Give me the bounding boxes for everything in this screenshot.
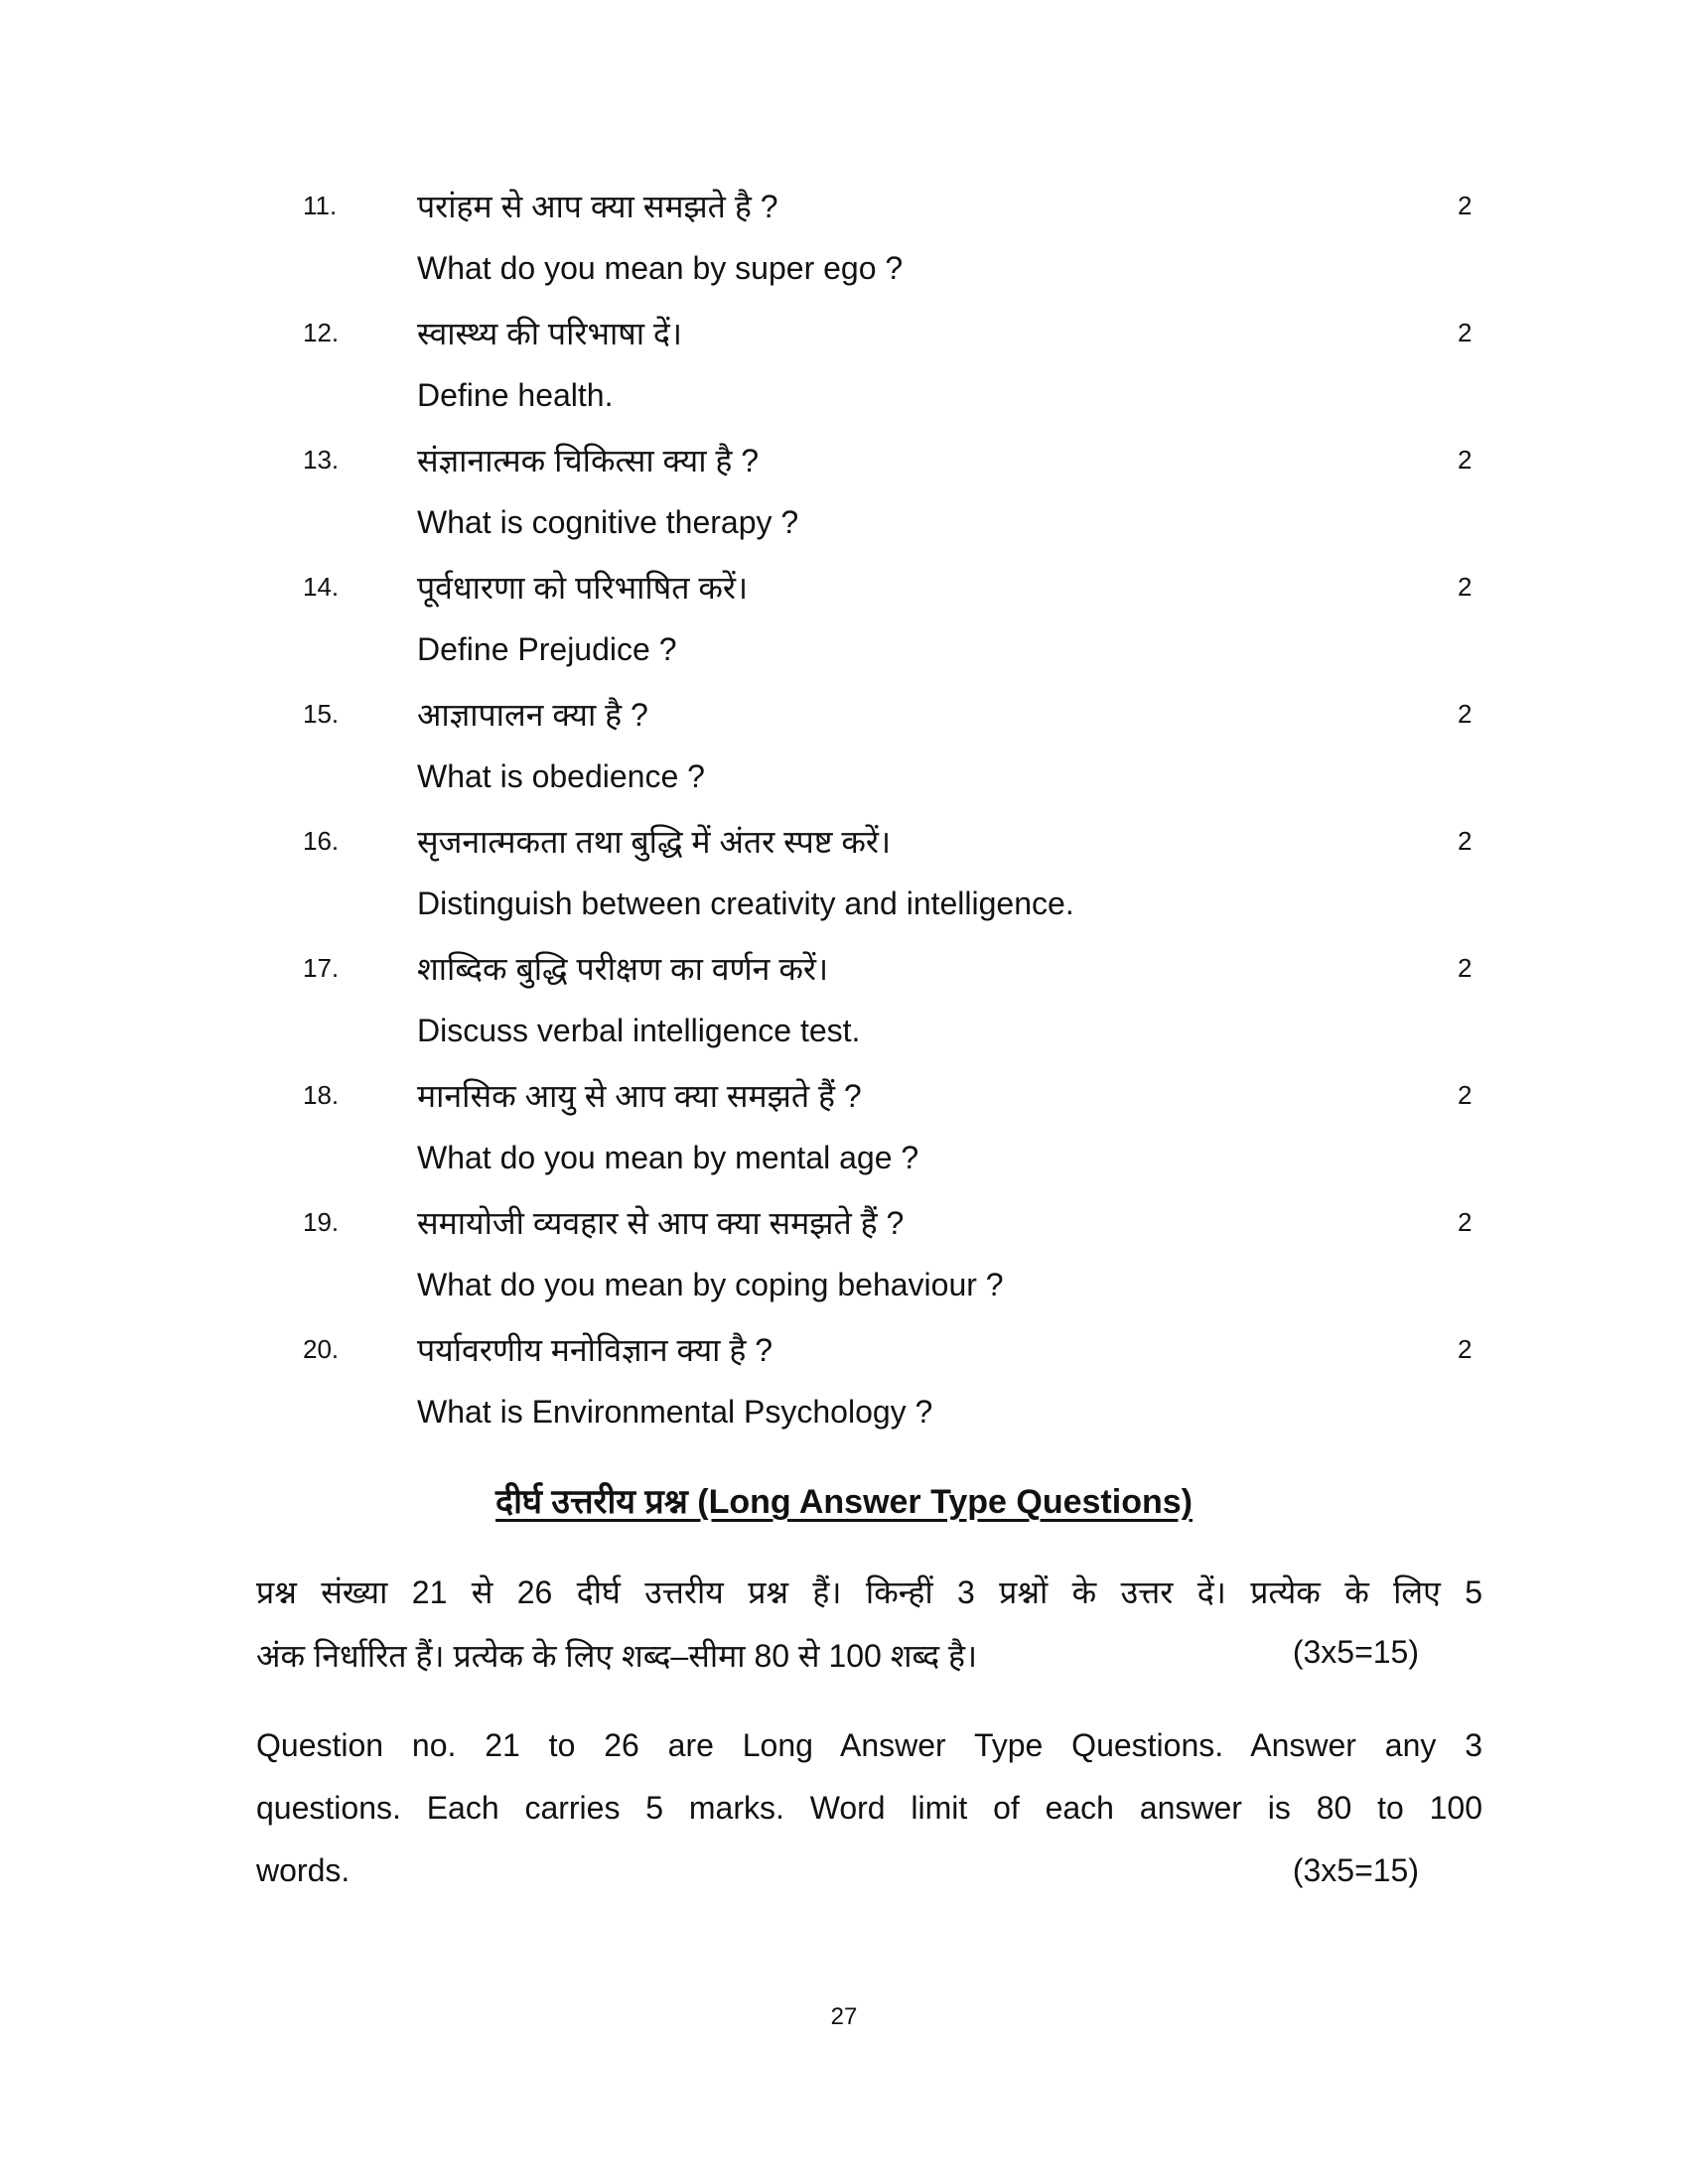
question-text-hindi: शाब्दिक बुद्धि परीक्षण का वर्णन करें। <box>417 951 829 987</box>
question-text-english: Define Prejudice ? <box>417 631 677 667</box>
question-text-english: Discuss verbal intelligence test. <box>417 1013 861 1048</box>
question-marks: 2 <box>1458 953 1473 983</box>
instructions-hindi-text: अंक निर्धारित हैं। प्रत्येक के लिए शब्द–सीमा 80 से 100 शब्द है। <box>256 1638 978 1674</box>
question-number: 14. <box>303 572 340 602</box>
question-text-english: Define health. <box>417 377 614 413</box>
question-marks: 2 <box>1458 445 1473 475</box>
question-text-english: What do you mean by super ego ? <box>417 250 904 286</box>
question-number: 16. <box>303 826 340 856</box>
instructions-english-marks: (3x5=15) <box>1292 1852 1419 1888</box>
question-text-hindi: समायोजी व्यवहार से आप क्या समझते हैं ? <box>417 1205 905 1241</box>
question-marks: 2 <box>1458 1334 1473 1364</box>
question-number: 19. <box>303 1207 340 1237</box>
question-marks: 2 <box>1458 826 1473 856</box>
section-heading <box>0 1477 1688 1523</box>
question-marks: 2 <box>1458 1080 1473 1110</box>
question-text-hindi: संज्ञानात्मक चिकित्सा क्या है ? <box>417 443 760 478</box>
question-text-english: What do you mean by mental age ? <box>417 1140 919 1175</box>
instructions-hindi-line-2 <box>256 1634 1482 1677</box>
question-text-english: What is obedience ? <box>417 758 705 794</box>
section-heading-text: दीर्घ उत्तरीय प्रश्न (Long Answer Type Questions) <box>495 1483 1193 1521</box>
instructions-hindi-line-1: प्रश्न संख्या 21 से 26 दीर्घ उत्तरीय प्रश्न हैं। किन्हीं 3 प्रश्नों के उत्तर दें। प्रत्येक के लिए 5 <box>256 1574 1482 1610</box>
instructions-english-line-3 <box>256 1852 1482 1889</box>
question-text-hindi: स्वास्थ्य की परिभाषा दें। <box>417 316 683 351</box>
question-number: 11. <box>303 191 338 220</box>
question-marks: 2 <box>1458 572 1473 602</box>
question-text-hindi: आज्ञापालन क्या है ? <box>417 697 648 733</box>
question-text-english: What do you mean by coping behaviour ? <box>417 1267 1004 1302</box>
question-marks: 2 <box>1458 318 1473 347</box>
question-number: 15. <box>303 699 340 729</box>
question-number: 20. <box>303 1334 340 1364</box>
question-number: 13. <box>303 445 340 475</box>
question-text-english: What is cognitive therapy ? <box>417 504 799 540</box>
question-number: 17. <box>303 953 340 983</box>
question-text-english: What is Environmental Psychology ? <box>417 1394 933 1430</box>
instructions-english-text: words. <box>256 1852 351 1888</box>
question-text-hindi: पूर्वधारणा को परिभाषित करें। <box>417 570 749 606</box>
question-number: 18. <box>303 1080 340 1110</box>
page-number: 27 <box>830 2003 858 2030</box>
question-text-hindi: सृजनात्मकता तथा बुद्धि में अंतर स्पष्ट करें। <box>417 824 892 860</box>
instructions-english-line-1: Question no. 21 to 26 are Long Answer Type Questions. Answer any 3 <box>256 1727 1482 1763</box>
question-marks: 2 <box>1458 191 1473 220</box>
instructions-hindi-marks: (3x5=15) <box>1292 1634 1419 1670</box>
question-text-hindi: मानसिक आयु से आप क्या समझते हैं ? <box>417 1078 862 1114</box>
question-text-english: Distinguish between creativity and intelligence. <box>417 886 1074 921</box>
question-text-hindi: पर्यावरणीय मनोविज्ञान क्या है ? <box>417 1332 774 1368</box>
question-number: 12. <box>303 318 340 347</box>
instructions-english-line-2: questions. Each carries 5 marks. Word limit of each answer is 80 to 100 <box>256 1790 1482 1826</box>
question-marks: 2 <box>1458 699 1473 729</box>
question-marks: 2 <box>1458 1207 1473 1237</box>
question-text-hindi: परांहम से आप क्या समझते है ? <box>417 189 778 224</box>
